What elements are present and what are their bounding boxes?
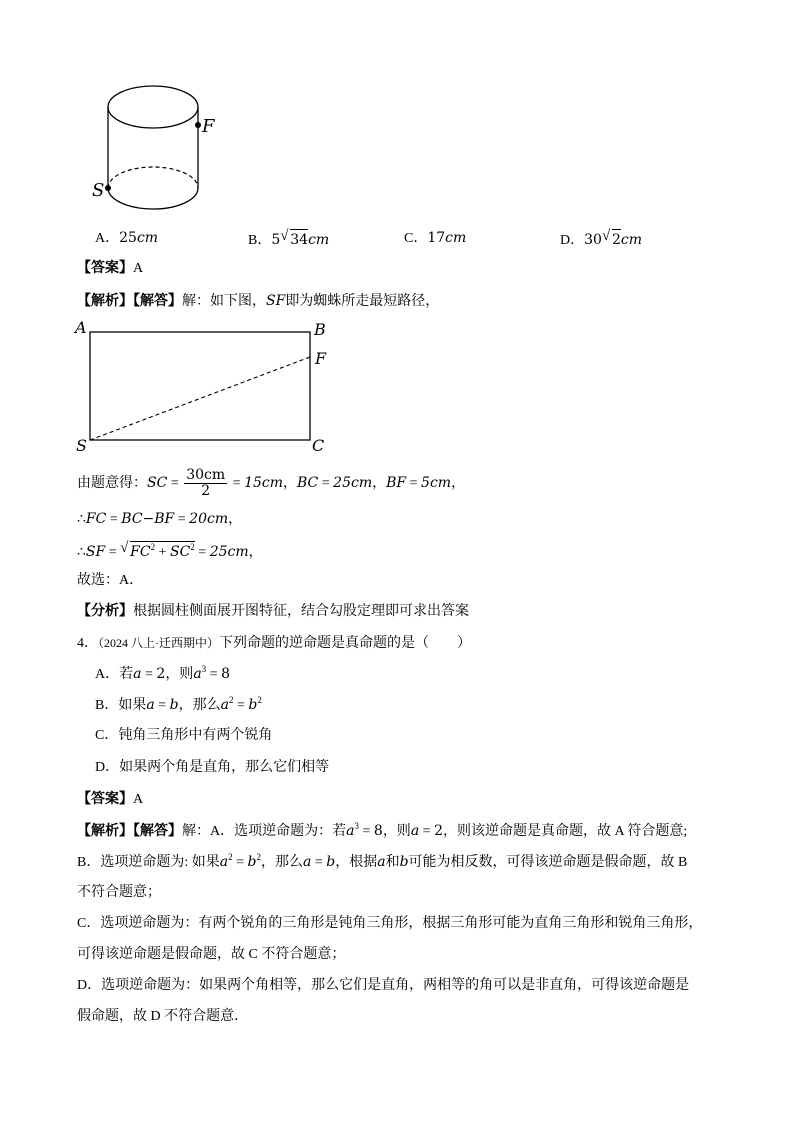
unfolded-rectangle-figure xyxy=(72,316,342,460)
calc-line-2: ∴FC = BC−BF = 20cm， xyxy=(77,511,243,527)
calc-line-1: 由题意得：SC = $\frac{30cm}{2}$ = 15cm，BC = 25cm，BF = 5cm， xyxy=(77,467,466,500)
label-a: A xyxy=(75,318,87,337)
analysis-q4-a: 【解析】【解答】解：A．选项逆命题为：若$a^3 = 8$，则a = 2，则该逆命题是真命题，故 A 符合题意; xyxy=(77,821,688,839)
fenxi-q3: 【分析】根据圆柱侧面展开图特征，结合勾股定理即可求出答案 xyxy=(77,604,469,619)
option-b: B．5 √ 34cm xyxy=(248,228,330,248)
rectangle-abcs xyxy=(90,332,310,440)
q4-option-d: D．如果两个角是直角，那么它们相等 xyxy=(95,760,330,775)
sqrt-symbol: √ 34 xyxy=(280,228,309,248)
q4-option-c: C．钝角三角形中有两个锐角 xyxy=(95,728,273,743)
cylinder-figure xyxy=(90,80,230,220)
cylinder-top-ellipse xyxy=(108,86,198,128)
analysis-q4-c2: 可得该逆命题是假命题，故 C 不符合题意； xyxy=(77,947,346,962)
label-s: S xyxy=(92,180,105,201)
choose-line: 故选：A． xyxy=(77,573,144,588)
label-f: F xyxy=(202,116,215,137)
cylinder-bottom-back-arc xyxy=(108,167,198,188)
label-c: C xyxy=(312,436,325,455)
option-c: C．17cm xyxy=(404,230,467,246)
q4-option-a: A．若a = 2，则$a^3 = 8$ xyxy=(95,664,230,682)
analysis-q4-b1: B．选项逆命题为: 如果$a^2 = b^2$，那么a = b，根据a和b可能为相反数，可得该逆命题是假命题，故 B xyxy=(77,852,688,870)
q4-option-b: B．如果a = b，那么$a^2 = b^2$ xyxy=(95,695,262,713)
analysis-q4-d1: D．选项逆命题为：如果两个角相等，那么它们是直角，两相等的角可以是非直角，可得该逆命题是 xyxy=(77,978,690,993)
point-s xyxy=(105,185,111,191)
answer-q3: 【答案】A xyxy=(77,261,144,276)
option-a: A．25cm xyxy=(95,230,159,246)
fraction: $\frac{30cm}{2}$ xyxy=(186,467,226,500)
label-s2: S xyxy=(76,436,87,455)
point-f xyxy=(195,122,201,128)
q4-stem: 4．（2024 八上·迁西期中）下列命题的逆命题是真命题的是（ ） xyxy=(77,636,471,651)
calc-line-3: ∴SF = √ $FC^2 + SC^2 = 25cm$， xyxy=(77,540,263,560)
label-b: B xyxy=(314,320,326,339)
analysis-q4-d2: 假命题，故 D 不符合题意． xyxy=(77,1009,249,1024)
analysis-q4-b2: 不符合题意； xyxy=(77,885,161,900)
option-d: D．30 √ 2cm xyxy=(560,228,642,248)
analysis-q4-c1: C．选项逆命题为：有两个锐角的三角形是钝角三角形，根据三角形可能为直角三角形和锐角三角形， xyxy=(77,916,703,931)
label-f2: F xyxy=(315,349,327,368)
path-sf xyxy=(90,357,310,440)
cylinder-bottom-front-arc xyxy=(108,188,198,209)
analysis-q3-intro: 【解析】【解答】解：如下图，SF即为蜘蛛所走最短路径， xyxy=(77,293,440,309)
answer-q4: 【答案】A xyxy=(77,792,144,807)
sqrt-symbol: √ 2 xyxy=(601,228,621,248)
sqrt-symbol: √ $FC^2 + SC^2$ xyxy=(120,540,195,560)
